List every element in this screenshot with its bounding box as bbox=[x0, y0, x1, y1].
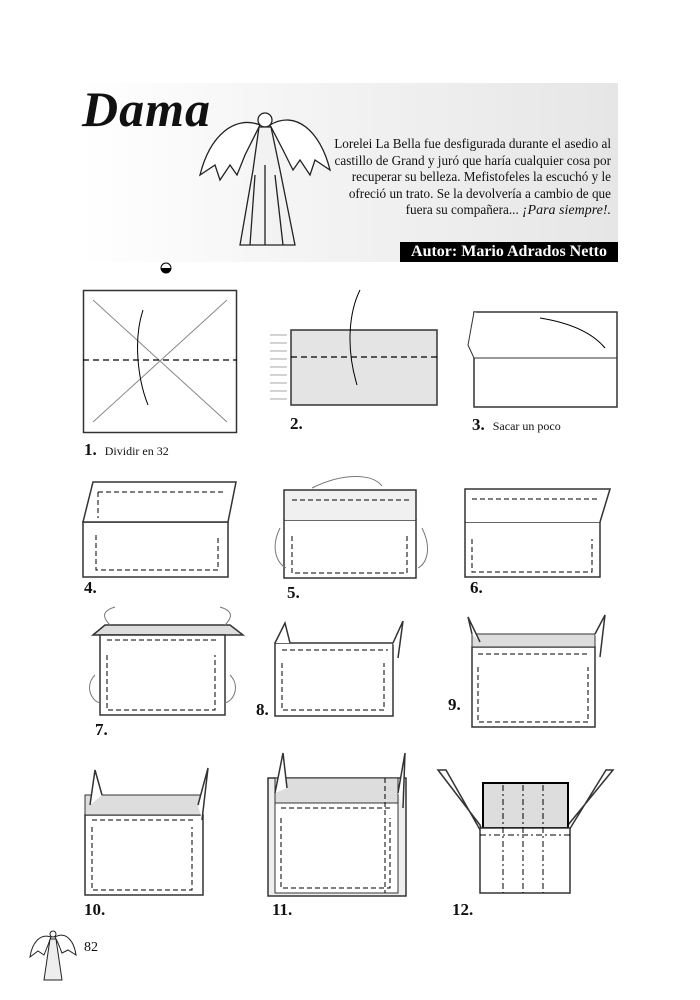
step-11-label: 11. bbox=[272, 900, 293, 919]
step-2-label: 2. bbox=[290, 414, 303, 433]
step-8-diagram bbox=[270, 618, 415, 718]
step-12-diagram bbox=[438, 765, 613, 895]
step-7-label: 7. bbox=[95, 720, 108, 739]
step-4-diagram bbox=[78, 480, 238, 580]
story-body: Lorelei La Bella fue desfigurada durante el asedio al castillo de Grand y juró que haría cualquier cosa por recuperar su belleza. Mefistofeles la escuchó y le ofreció un trato. Se la devolvería a cambio de que fuera su compañera... bbox=[334, 136, 611, 217]
step-6-label: 6. bbox=[470, 578, 483, 597]
step-12-label: 12. bbox=[452, 900, 474, 919]
step-2-diagram bbox=[265, 285, 440, 410]
turn-over-symbol-icon bbox=[160, 262, 172, 274]
step-5-label: 5. bbox=[287, 583, 300, 602]
step-4-label: 4. bbox=[84, 578, 97, 597]
step-3-diagram bbox=[465, 310, 620, 410]
story-ending: ¡Para siempre!. bbox=[522, 203, 611, 218]
step-3-label: 3. Sacar un poco bbox=[472, 415, 561, 434]
page-number: 82 bbox=[84, 940, 98, 955]
step-1-label: 1. Dividir en 32 bbox=[84, 440, 169, 459]
step-9-diagram bbox=[460, 612, 610, 732]
step-10-diagram bbox=[80, 765, 220, 900]
step-10-label: 10. bbox=[84, 900, 106, 919]
author-label: Autor: Mario Adrados Netto bbox=[400, 242, 618, 262]
step-1-diagram bbox=[83, 290, 237, 433]
step-6-diagram bbox=[460, 484, 620, 579]
dama-figure-illustration bbox=[195, 95, 335, 255]
step-8-label: 8. bbox=[256, 700, 269, 719]
step-7-diagram bbox=[85, 605, 250, 720]
dama-logo-icon bbox=[28, 925, 78, 985]
step-9-label: 9. bbox=[448, 695, 461, 714]
story-text bbox=[326, 136, 611, 220]
step-5-diagram bbox=[272, 478, 432, 583]
page-title: Dama bbox=[82, 81, 211, 137]
step-11-diagram bbox=[265, 748, 415, 898]
